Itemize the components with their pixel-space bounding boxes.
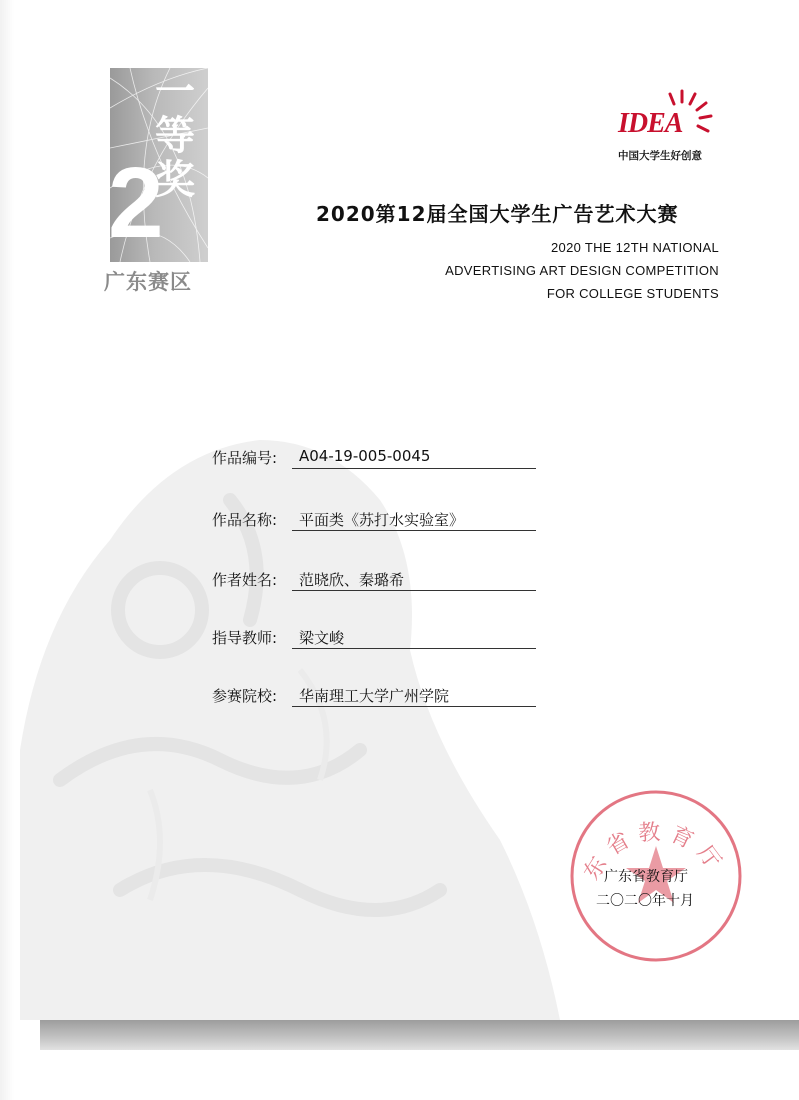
- award-prize-char: 奖: [155, 157, 195, 203]
- award-prize: [150, 70, 200, 202]
- field-entry-number: [212, 443, 552, 473]
- underline: [292, 530, 536, 531]
- field-label: 作品编号:: [212, 449, 278, 467]
- underline: [292, 590, 536, 591]
- field-entry-title: [212, 505, 552, 535]
- field-authors: [212, 565, 552, 595]
- field-label: 作者姓名:: [212, 571, 278, 589]
- field-value: 华南理工大学广州学院: [299, 687, 450, 705]
- field-value: 梁文峻: [299, 629, 345, 647]
- competition-title-en: [445, 236, 719, 305]
- field-label: 指导教师:: [212, 629, 278, 647]
- field-value: 范晓欣、秦璐希: [299, 571, 405, 589]
- underline: [292, 468, 536, 469]
- footer-band: [40, 1020, 799, 1050]
- title-en-line: 2020 THE 12TH NATIONAL: [551, 240, 719, 255]
- underline: [292, 706, 536, 707]
- seal-date: 二〇二〇年十月: [596, 893, 694, 909]
- field-instructor: [212, 623, 552, 653]
- logo-mark: IDEA: [618, 108, 683, 139]
- field-label: 作品名称:: [212, 511, 278, 529]
- award-number: 2: [108, 147, 164, 259]
- seal-ring-text: 东省教育厅: [579, 820, 730, 885]
- field-label: 参赛院校:: [212, 687, 278, 705]
- title-en-line: ADVERTISING ART DESIGN COMPETITION: [445, 263, 719, 278]
- award-prize-char: 一: [155, 69, 195, 115]
- award-region: 广东赛区: [104, 270, 192, 294]
- competition-title-cn: 2020第12届全国大学生广告艺术大赛: [316, 202, 679, 226]
- idea-logo: [612, 88, 722, 168]
- award-prize-char: 等: [155, 113, 195, 159]
- field-school: [212, 681, 552, 711]
- field-value: 平面类《苏打水实验室》: [299, 511, 465, 529]
- seal-issuer: 广东省教育厅: [604, 869, 688, 885]
- field-value: A04-19-005-0045: [299, 447, 431, 465]
- logo-subtitle: 中国大学生好创意: [618, 150, 702, 162]
- underline: [292, 648, 536, 649]
- title-en-line: FOR COLLEGE STUDENTS: [546, 286, 719, 301]
